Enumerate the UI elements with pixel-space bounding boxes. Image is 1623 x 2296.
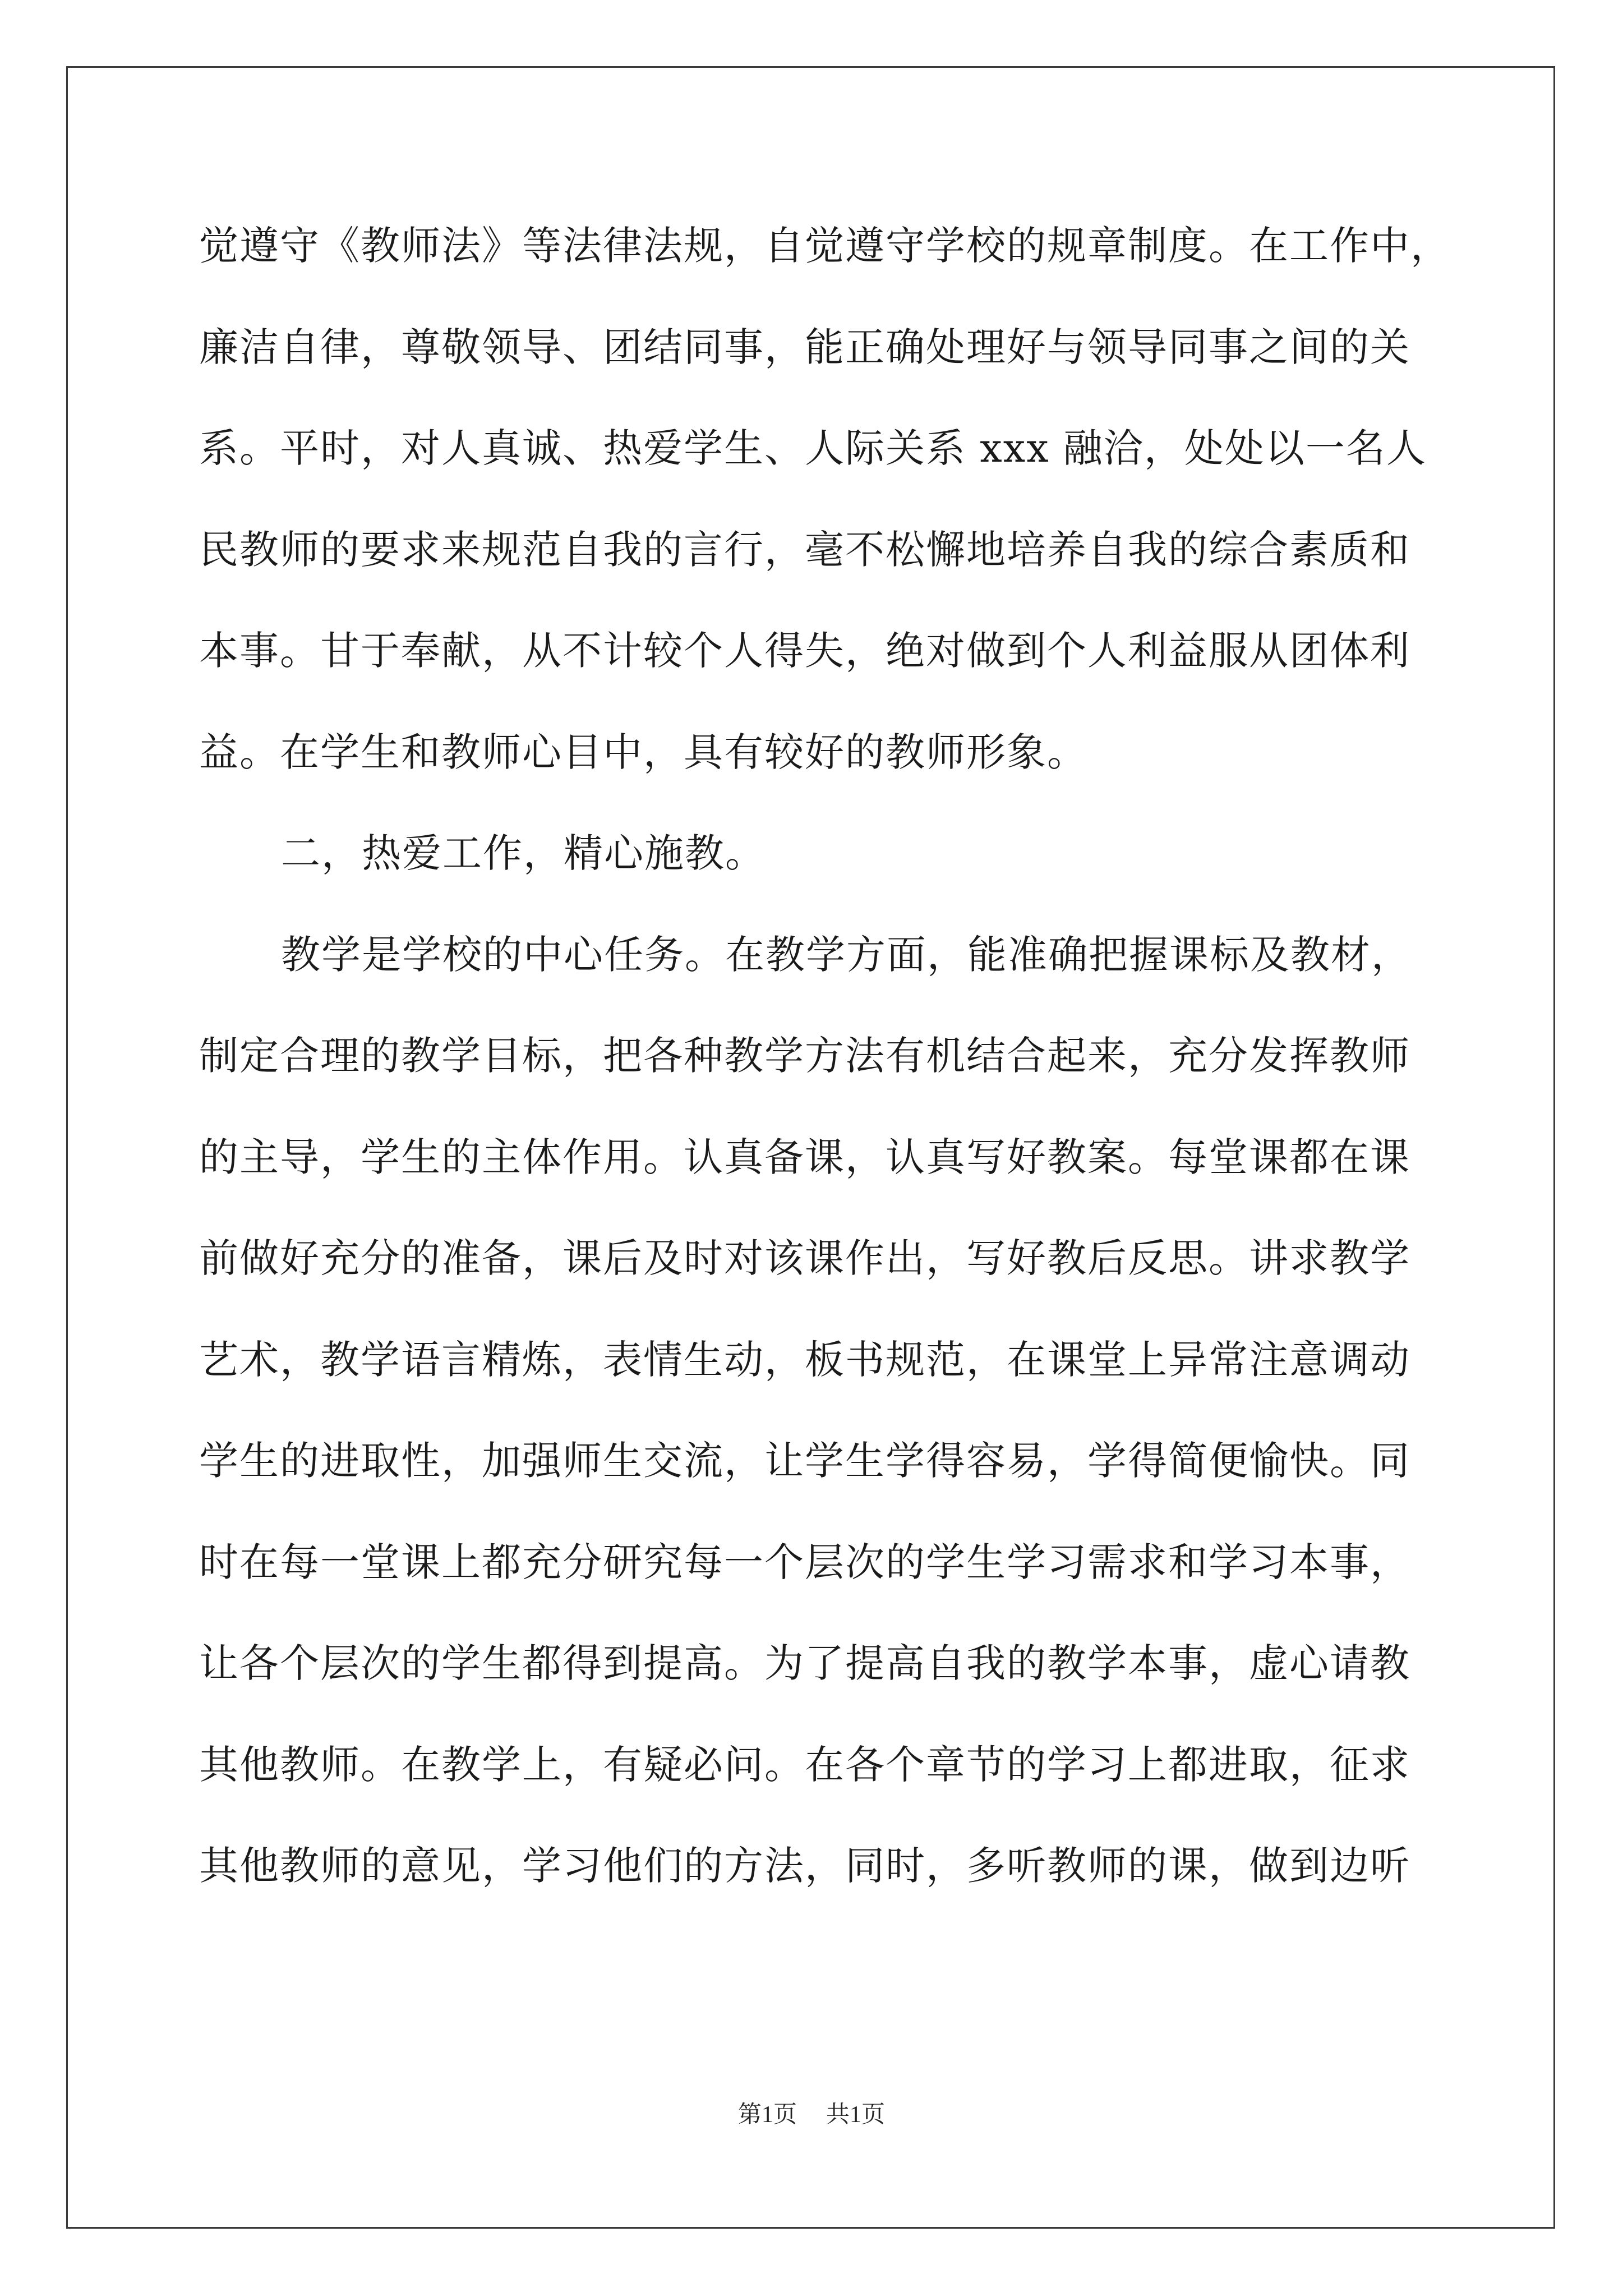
text-line: 本事。甘于奉献，从不计较个人得失，绝对做到个人利益服从团体利	[199, 628, 1410, 674]
text-line: 学生的进取性，加强师生交流，让学生学得容易，学得简便愉快。同	[199, 1438, 1410, 1484]
page-footer	[0, 2098, 1623, 2132]
page-total: 共1页	[826, 2102, 886, 2128]
text-line: 其他教师的意见，学习他们的方法，同时，多听教师的课，做到边听	[199, 1843, 1410, 1889]
text-line: 廉洁自律，尊敬领导、团结同事，能正确处理好与领导同事之间的关	[199, 324, 1410, 370]
text-line: 时在每一堂课上都充分研究每一个层次的学生学习需求和学习本事，	[199, 1539, 1410, 1585]
section-heading: 二，热爱工作，精心施教。	[281, 830, 766, 876]
text-line: 教学是学校的中心任务。在教学方面，能准确把握课标及教材，	[281, 931, 1412, 978]
text-line: 民教师的要求来规范自我的言行，毫不松懈地培养自我的综合素质和	[199, 526, 1410, 573]
page-number: 第1页	[737, 2102, 797, 2128]
text-line: 益。在学生和教师心目中，具有较好的教师形象。	[199, 729, 1087, 775]
text-line: 系。平时，对人真诚、热爱学生、人际关系 xxx 融洽，处处以一名人	[199, 425, 1427, 471]
text-line: 让各个层次的学生都得到提高。为了提高自我的教学本事，虚心请教	[199, 1640, 1410, 1686]
text-line: 前做好充分的准备，课后及时对该课作出，写好教后反思。讲求教学	[199, 1235, 1410, 1281]
text-line: 制定合理的教学目标，把各种教学方法有机结合起来，充分发挥教师	[199, 1033, 1410, 1079]
text-line: 觉遵守《教师法》等法律法规，自觉遵守学校的规章制度。在工作中，	[199, 223, 1451, 269]
text-line: 艺术，教学语言精炼，表情生动，板书规范，在课堂上异常注意调动	[199, 1336, 1410, 1383]
text-line: 的主导，学生的主体作用。认真备课，认真写好教案。每堂课都在课	[199, 1134, 1410, 1180]
text-line: 其他教师。在教学上，有疑必问。在各个章节的学习上都进取，征求	[199, 1741, 1410, 1788]
document-body	[199, 195, 1451, 1917]
